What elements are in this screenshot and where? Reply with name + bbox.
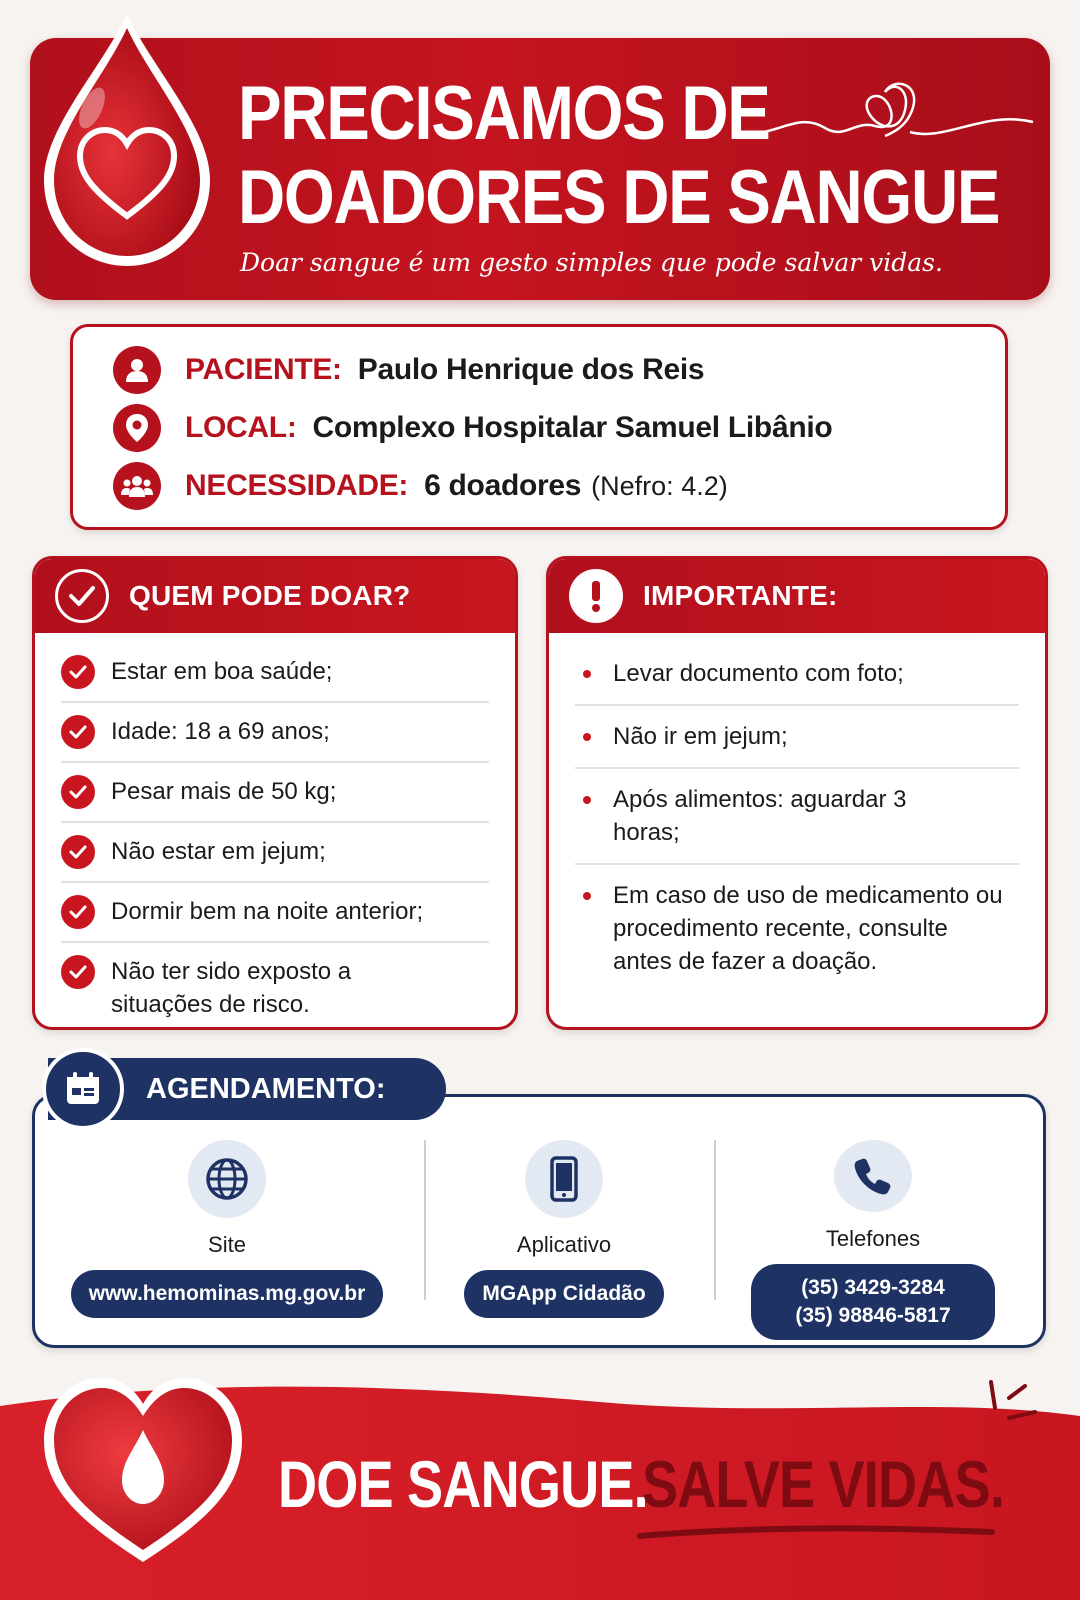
bullet-icon bbox=[583, 670, 591, 678]
location-pin-icon bbox=[113, 404, 161, 452]
check-icon bbox=[61, 655, 95, 689]
app-column bbox=[434, 1140, 694, 1340]
person-icon bbox=[113, 346, 161, 394]
exclamation-icon bbox=[569, 569, 623, 623]
phone-number-1[interactable]: (35) 3429-3284 bbox=[801, 1276, 945, 1299]
list-item bbox=[575, 769, 1019, 865]
important-list bbox=[549, 633, 1045, 992]
important-title: IMPORTANTE: bbox=[643, 580, 838, 611]
who-can-donate-list bbox=[35, 633, 515, 1030]
list-item bbox=[61, 943, 489, 1030]
heart-drop-icon bbox=[38, 1370, 248, 1570]
important-header bbox=[549, 559, 1045, 633]
slogan-underline bbox=[636, 1520, 996, 1546]
list-item bbox=[61, 823, 489, 883]
list-item bbox=[575, 865, 1019, 992]
slogan-part-1: DOE SANGUE. bbox=[278, 1447, 648, 1521]
app-link[interactable]: MGApp Cidadão bbox=[464, 1270, 663, 1318]
globe-icon bbox=[188, 1140, 266, 1218]
group-icon bbox=[113, 462, 161, 510]
list-item-text: Idade: 18 a 69 anos; bbox=[111, 718, 330, 745]
list-item-text: Dormir bem na noite anterior; bbox=[111, 898, 424, 925]
who-can-donate-header bbox=[35, 559, 515, 633]
column-divider bbox=[424, 1140, 426, 1300]
list-item bbox=[575, 643, 1019, 706]
list-item-text: Não ter sido exposto a situações de risco. bbox=[111, 958, 352, 1018]
blood-drop-heart-icon bbox=[32, 8, 222, 278]
schedule-title: AGENDAMENTO: bbox=[146, 1072, 386, 1105]
phone-numbers[interactable] bbox=[751, 1264, 994, 1340]
patient-info-card bbox=[70, 324, 1008, 530]
important-panel bbox=[546, 556, 1048, 1030]
patient-label: PACIENTE: bbox=[185, 353, 342, 386]
list-item-text: Em caso de uso de medicamento ou procedimento recente, consulte antes de fazer a doação. bbox=[613, 882, 1003, 975]
list-item-text: Pesar mais de 50 kg; bbox=[111, 778, 337, 805]
list-item bbox=[61, 643, 489, 703]
column-divider bbox=[714, 1140, 716, 1300]
heart-swirl-icon bbox=[735, 70, 1035, 150]
location-label: LOCAL: bbox=[185, 411, 297, 444]
list-item bbox=[61, 763, 489, 823]
list-item bbox=[61, 883, 489, 943]
site-label: Site bbox=[208, 1232, 246, 1257]
phone-column bbox=[736, 1140, 1010, 1340]
phone-label: Telefones bbox=[825, 1226, 921, 1251]
list-item-text: Não ir em jejum; bbox=[613, 723, 788, 750]
bullet-icon bbox=[583, 733, 591, 741]
patient-value: Paulo Henrique dos Reis bbox=[357, 353, 705, 386]
location-value: Complexo Hospitalar Samuel Libânio bbox=[312, 411, 833, 444]
list-item bbox=[575, 706, 1019, 769]
need-label: NECESSIDADE: bbox=[185, 469, 409, 502]
calendar-icon bbox=[42, 1048, 124, 1130]
bullet-icon bbox=[583, 892, 591, 900]
slogan-part-2: SALVE VIDAS. bbox=[642, 1447, 1005, 1521]
need-extra: (Nefro: 4.2) bbox=[591, 470, 728, 501]
title-line-1: PRECISAMOS DE bbox=[238, 71, 770, 156]
app-label: Aplicativo bbox=[516, 1232, 612, 1257]
emphasis-rays-icon bbox=[985, 1378, 1045, 1438]
list-item-text: Estar em boa saúde; bbox=[111, 658, 333, 685]
check-icon bbox=[61, 895, 95, 929]
location-row bbox=[113, 403, 832, 453]
phone-icon bbox=[834, 1140, 912, 1212]
bullet-icon bbox=[583, 796, 591, 804]
subtitle: Doar sangue é um gesto simples que pode salvar vidas. bbox=[240, 248, 943, 277]
title-line-2: DOADORES DE SANGUE bbox=[238, 155, 1000, 240]
site-link[interactable]: www.hemominas.mg.gov.br bbox=[71, 1270, 384, 1318]
need-row bbox=[113, 461, 728, 511]
check-circle-icon bbox=[55, 569, 109, 623]
list-item-text: Após alimentos: aguardar 3 horas; bbox=[613, 786, 907, 846]
smartphone-icon bbox=[525, 1140, 603, 1218]
who-can-donate-panel bbox=[32, 556, 518, 1030]
phone-number-2[interactable]: (35) 98846-5817 bbox=[795, 1304, 951, 1327]
check-icon bbox=[61, 955, 95, 989]
site-column bbox=[52, 1140, 402, 1340]
list-item bbox=[61, 703, 489, 763]
check-icon bbox=[61, 835, 95, 869]
schedule-header bbox=[48, 1058, 446, 1120]
list-item-text: Levar documento com foto; bbox=[613, 660, 904, 687]
who-can-donate-title: QUEM PODE DOAR? bbox=[129, 580, 411, 611]
check-icon bbox=[61, 775, 95, 809]
list-item-text: Não estar em jejum; bbox=[111, 838, 326, 865]
patient-row bbox=[113, 345, 704, 395]
check-icon bbox=[61, 715, 95, 749]
need-value: 6 doadores bbox=[424, 469, 582, 502]
